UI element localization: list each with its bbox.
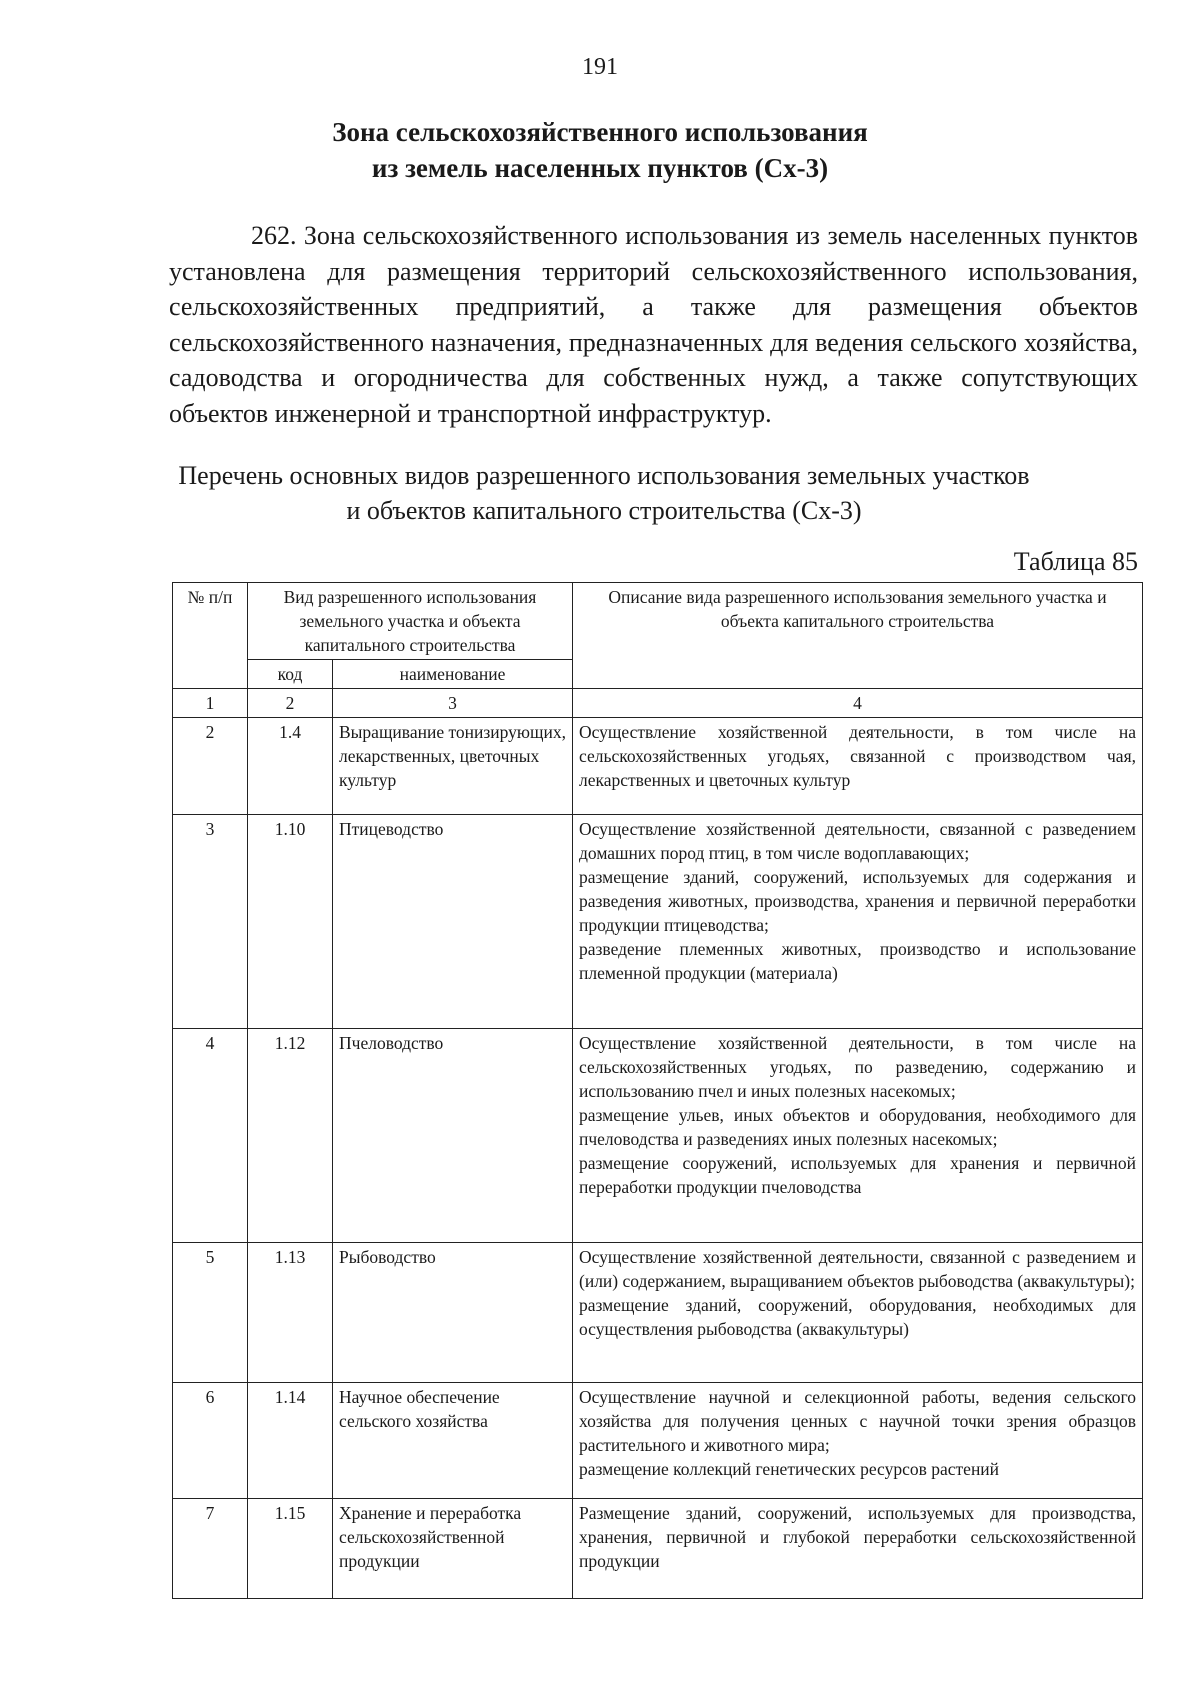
row-num: 3 xyxy=(173,815,248,1029)
header-code: код xyxy=(248,660,333,689)
list-title-line1: Перечень основных видов разрешенного использования земельных участков xyxy=(178,461,1030,490)
row-code: 1.13 xyxy=(248,1243,333,1383)
header-description: Описание вида разрешенного использования земельного участка и объекта капитального строительства xyxy=(573,583,1143,689)
row-name: Птицеводство xyxy=(333,815,573,1029)
row-description xyxy=(573,1383,1143,1499)
description-line: размещение зданий, сооружений, используемых для содержания и разведения животных, производства, хранения и первичной переработки продукции птицеводства; xyxy=(579,867,1136,935)
row-name: Выращивание тонизирующих, лекарственных, цветочных культур xyxy=(333,718,573,815)
row-num: 4 xyxy=(173,1029,248,1243)
row-description xyxy=(573,1029,1143,1243)
list-title xyxy=(150,458,1058,528)
row-description xyxy=(573,1499,1143,1599)
row-code: 1.15 xyxy=(248,1499,333,1599)
row-code: 1.14 xyxy=(248,1383,333,1499)
row-description xyxy=(573,815,1143,1029)
row-code: 1.10 xyxy=(248,815,333,1029)
table-row xyxy=(173,1499,1143,1599)
row-num: 6 xyxy=(173,1383,248,1499)
row-name: Хранение и переработка сельскохозяйственной продукции xyxy=(333,1499,573,1599)
column-number: 4 xyxy=(573,689,1143,718)
row-name: Научное обеспечение сельского хозяйства xyxy=(333,1383,573,1499)
row-code: 1.4 xyxy=(248,718,333,815)
description-line: размещение ульев, иных объектов и оборудования, необходимого для пчеловодства и разведениях иных полезных насекомых; xyxy=(579,1105,1136,1149)
row-num: 5 xyxy=(173,1243,248,1383)
description-line: Осуществление хозяйственной деятельности, в том числе на сельскохозяйственных угодьях, по разведению, содержанию и использованию пчел и иных полезных насекомых; xyxy=(579,1033,1136,1101)
zone-heading-line2: из земель населенных пунктов (Сх-3) xyxy=(371,153,829,183)
zone-description-paragraph: 262. Зона сельскохозяйственного использования из земель населенных пунктов установлена для размещения территорий сельскохозяйственного использования, сельскохозяйственных предприятий, а также для размещения объектов сельскохозяйственного назначения, предназначенных для ведения сельского хозяйства, садоводства и огородничества для собственных нужд, а также сопутствующих объектов инженерной и транспортной инфраструктур. xyxy=(169,221,1138,428)
column-numbers-row xyxy=(173,689,1143,718)
table-row xyxy=(173,1029,1143,1243)
description-line: размещение зданий, сооружений, оборудования, необходимых для осуществления рыбоводства (аквакультуры) xyxy=(579,1295,1136,1339)
table-row xyxy=(173,1383,1143,1499)
description-line: Осуществление научной и селекционной работы, ведения сельского хозяйства для получения ценных с научной точки зрения образцов растительного и животного мира; xyxy=(579,1387,1136,1455)
row-name: Пчеловодство xyxy=(333,1029,573,1243)
header-num: № п/п xyxy=(173,583,248,689)
description-line: Осуществление хозяйственной деятельности, связанной с разведением домашних пород птиц, в том числе водоплавающих; xyxy=(579,819,1136,863)
row-description xyxy=(573,718,1143,815)
page-number: 191 xyxy=(582,54,618,80)
row-num: 2 xyxy=(173,718,248,815)
description-line: размещение коллекций генетических ресурсов растений xyxy=(579,1459,1000,1479)
permitted-uses-table xyxy=(172,582,1143,1599)
zone-heading xyxy=(150,114,1050,186)
row-code: 1.12 xyxy=(248,1029,333,1243)
row-description xyxy=(573,1243,1143,1383)
description-line: разведение племенных животных, производство и использование племенной продукции (материала) xyxy=(579,939,1136,983)
list-title-line2: и объектов капитального строительства (Сх-3) xyxy=(346,496,862,525)
column-number: 3 xyxy=(333,689,573,718)
table-row xyxy=(173,1243,1143,1383)
description-line: Размещение зданий, сооружений, используемых для производства, хранения, первичной и глубокой переработки сельскохозяйственной продукции xyxy=(579,1503,1136,1571)
table-caption: Таблица 85 xyxy=(1013,547,1138,576)
column-number: 2 xyxy=(248,689,333,718)
row-name: Рыбоводство xyxy=(333,1243,573,1383)
header-kind: Вид разрешенного использования земельного участка и объекта капитального строительства xyxy=(248,583,573,660)
description-line: Осуществление хозяйственной деятельности, в том числе на сельскохозяйственных угодьях, связанной с производством чая, лекарственных и цветочных культур xyxy=(579,722,1136,790)
table-row xyxy=(173,815,1143,1029)
row-num: 7 xyxy=(173,1499,248,1599)
description-line: размещение сооружений, используемых для хранения и первичной переработки продукции пчеловодства xyxy=(579,1153,1136,1197)
header-name: наименование xyxy=(333,660,573,689)
description-line: Осуществление хозяйственной деятельности, связанной с разведением и (или) содержанием, выращиванием объектов рыбоводства (аквакультуры); xyxy=(579,1247,1136,1291)
table-header-row xyxy=(173,583,1143,660)
column-number: 1 xyxy=(173,689,248,718)
zone-heading-line1: Зона сельскохозяйственного использования xyxy=(332,117,868,147)
table-row xyxy=(173,718,1143,815)
